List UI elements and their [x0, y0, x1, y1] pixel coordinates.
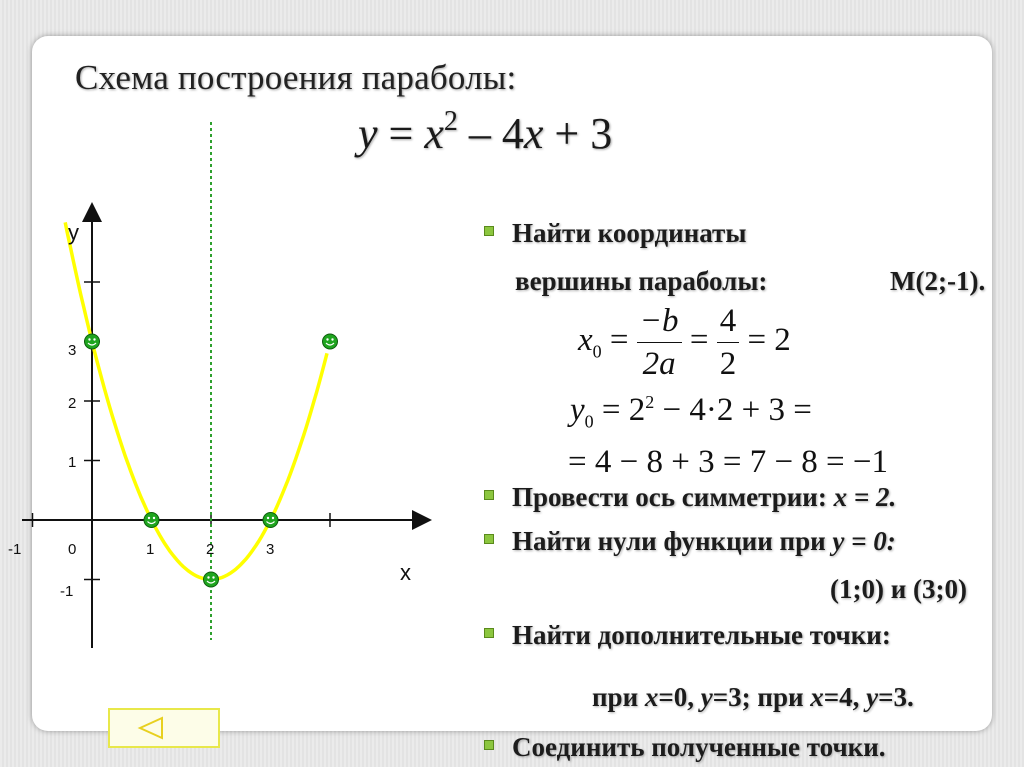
x-axis-label: х — [400, 560, 411, 585]
smiley-point-icon — [85, 334, 100, 349]
y-tick-label: 3 — [68, 342, 77, 359]
axis-labels — [8, 220, 411, 600]
x-tick-label: 1 — [146, 541, 155, 558]
point-marker — [144, 513, 159, 528]
bullet-icon — [484, 628, 494, 638]
back-nav-button[interactable] — [108, 708, 220, 748]
step-symmetry-axis: Провести ось симметрии: х = 2. — [484, 482, 896, 513]
axes — [22, 206, 428, 648]
smiley-point-icon — [263, 513, 278, 528]
point-eye — [267, 517, 269, 519]
point-eye — [148, 517, 150, 519]
point-eye — [88, 338, 90, 340]
vertex-coordinates: М(2;-1). — [890, 266, 986, 296]
y-axis-label: у — [68, 220, 79, 245]
point-marker — [263, 513, 278, 528]
point-eye — [212, 576, 214, 578]
point-eye — [153, 517, 155, 519]
parabola-formula: $y = x^2 - 4x + 3$ — [358, 106, 613, 158]
bullet-icon — [484, 490, 494, 500]
point-eye — [331, 338, 333, 340]
extra-points-values: при х=0, у=3; при х=4, у=3. — [592, 682, 914, 712]
point-eye — [326, 338, 328, 340]
x-tick-label: 3 — [266, 541, 275, 558]
step-find-vertex: Найти координаты — [484, 218, 746, 249]
smiley-point-icon — [323, 334, 338, 349]
x-tick-label: 0 — [68, 541, 77, 558]
point-eye — [207, 576, 209, 578]
zeros-values: (1;0) и (3;0) — [830, 574, 968, 604]
y-tick-label: 2 — [68, 395, 77, 412]
step-find-zeros: Найти нули функции при у = 0: — [484, 526, 896, 557]
point-eye — [272, 517, 274, 519]
smiley-point-icon — [204, 572, 219, 587]
step-extra-points: Найти дополнительные точки: — [484, 620, 891, 651]
smiley-point-icon — [144, 513, 159, 528]
slide-title: Схема построения параболы: — [75, 58, 517, 97]
point-marker — [85, 334, 100, 349]
bullet-icon — [484, 740, 494, 750]
y0-result: = 4 − 8 + 3 = 7 − 8 = −1 — [568, 444, 889, 480]
x-tick-label: -1 — [8, 541, 22, 558]
x-tick-label: 2 — [206, 541, 215, 558]
step-connect-points: Соединить полученные точки. — [484, 732, 886, 763]
back-arrow-icon — [110, 710, 218, 746]
parabola-curve — [65, 222, 327, 579]
parabola-path — [65, 222, 327, 579]
y-tick-label: 1 — [68, 454, 77, 471]
bullet-icon — [484, 534, 494, 544]
y-tick-label: -1 — [60, 583, 74, 600]
point-marker — [323, 334, 338, 349]
point-eye — [93, 338, 95, 340]
bullet-icon — [484, 226, 494, 236]
x0-formula: $x_0$ = $\frac{-b}{2a}$ = $\frac{4}{2}$ = 2 — [578, 300, 791, 385]
step-find-vertex-line2: вершины параболы: — [515, 266, 768, 296]
point-marker — [204, 572, 219, 587]
y0-formula: $y_0 = 2^2 - 4\cdot 2 + 3$ = — [570, 392, 812, 432]
